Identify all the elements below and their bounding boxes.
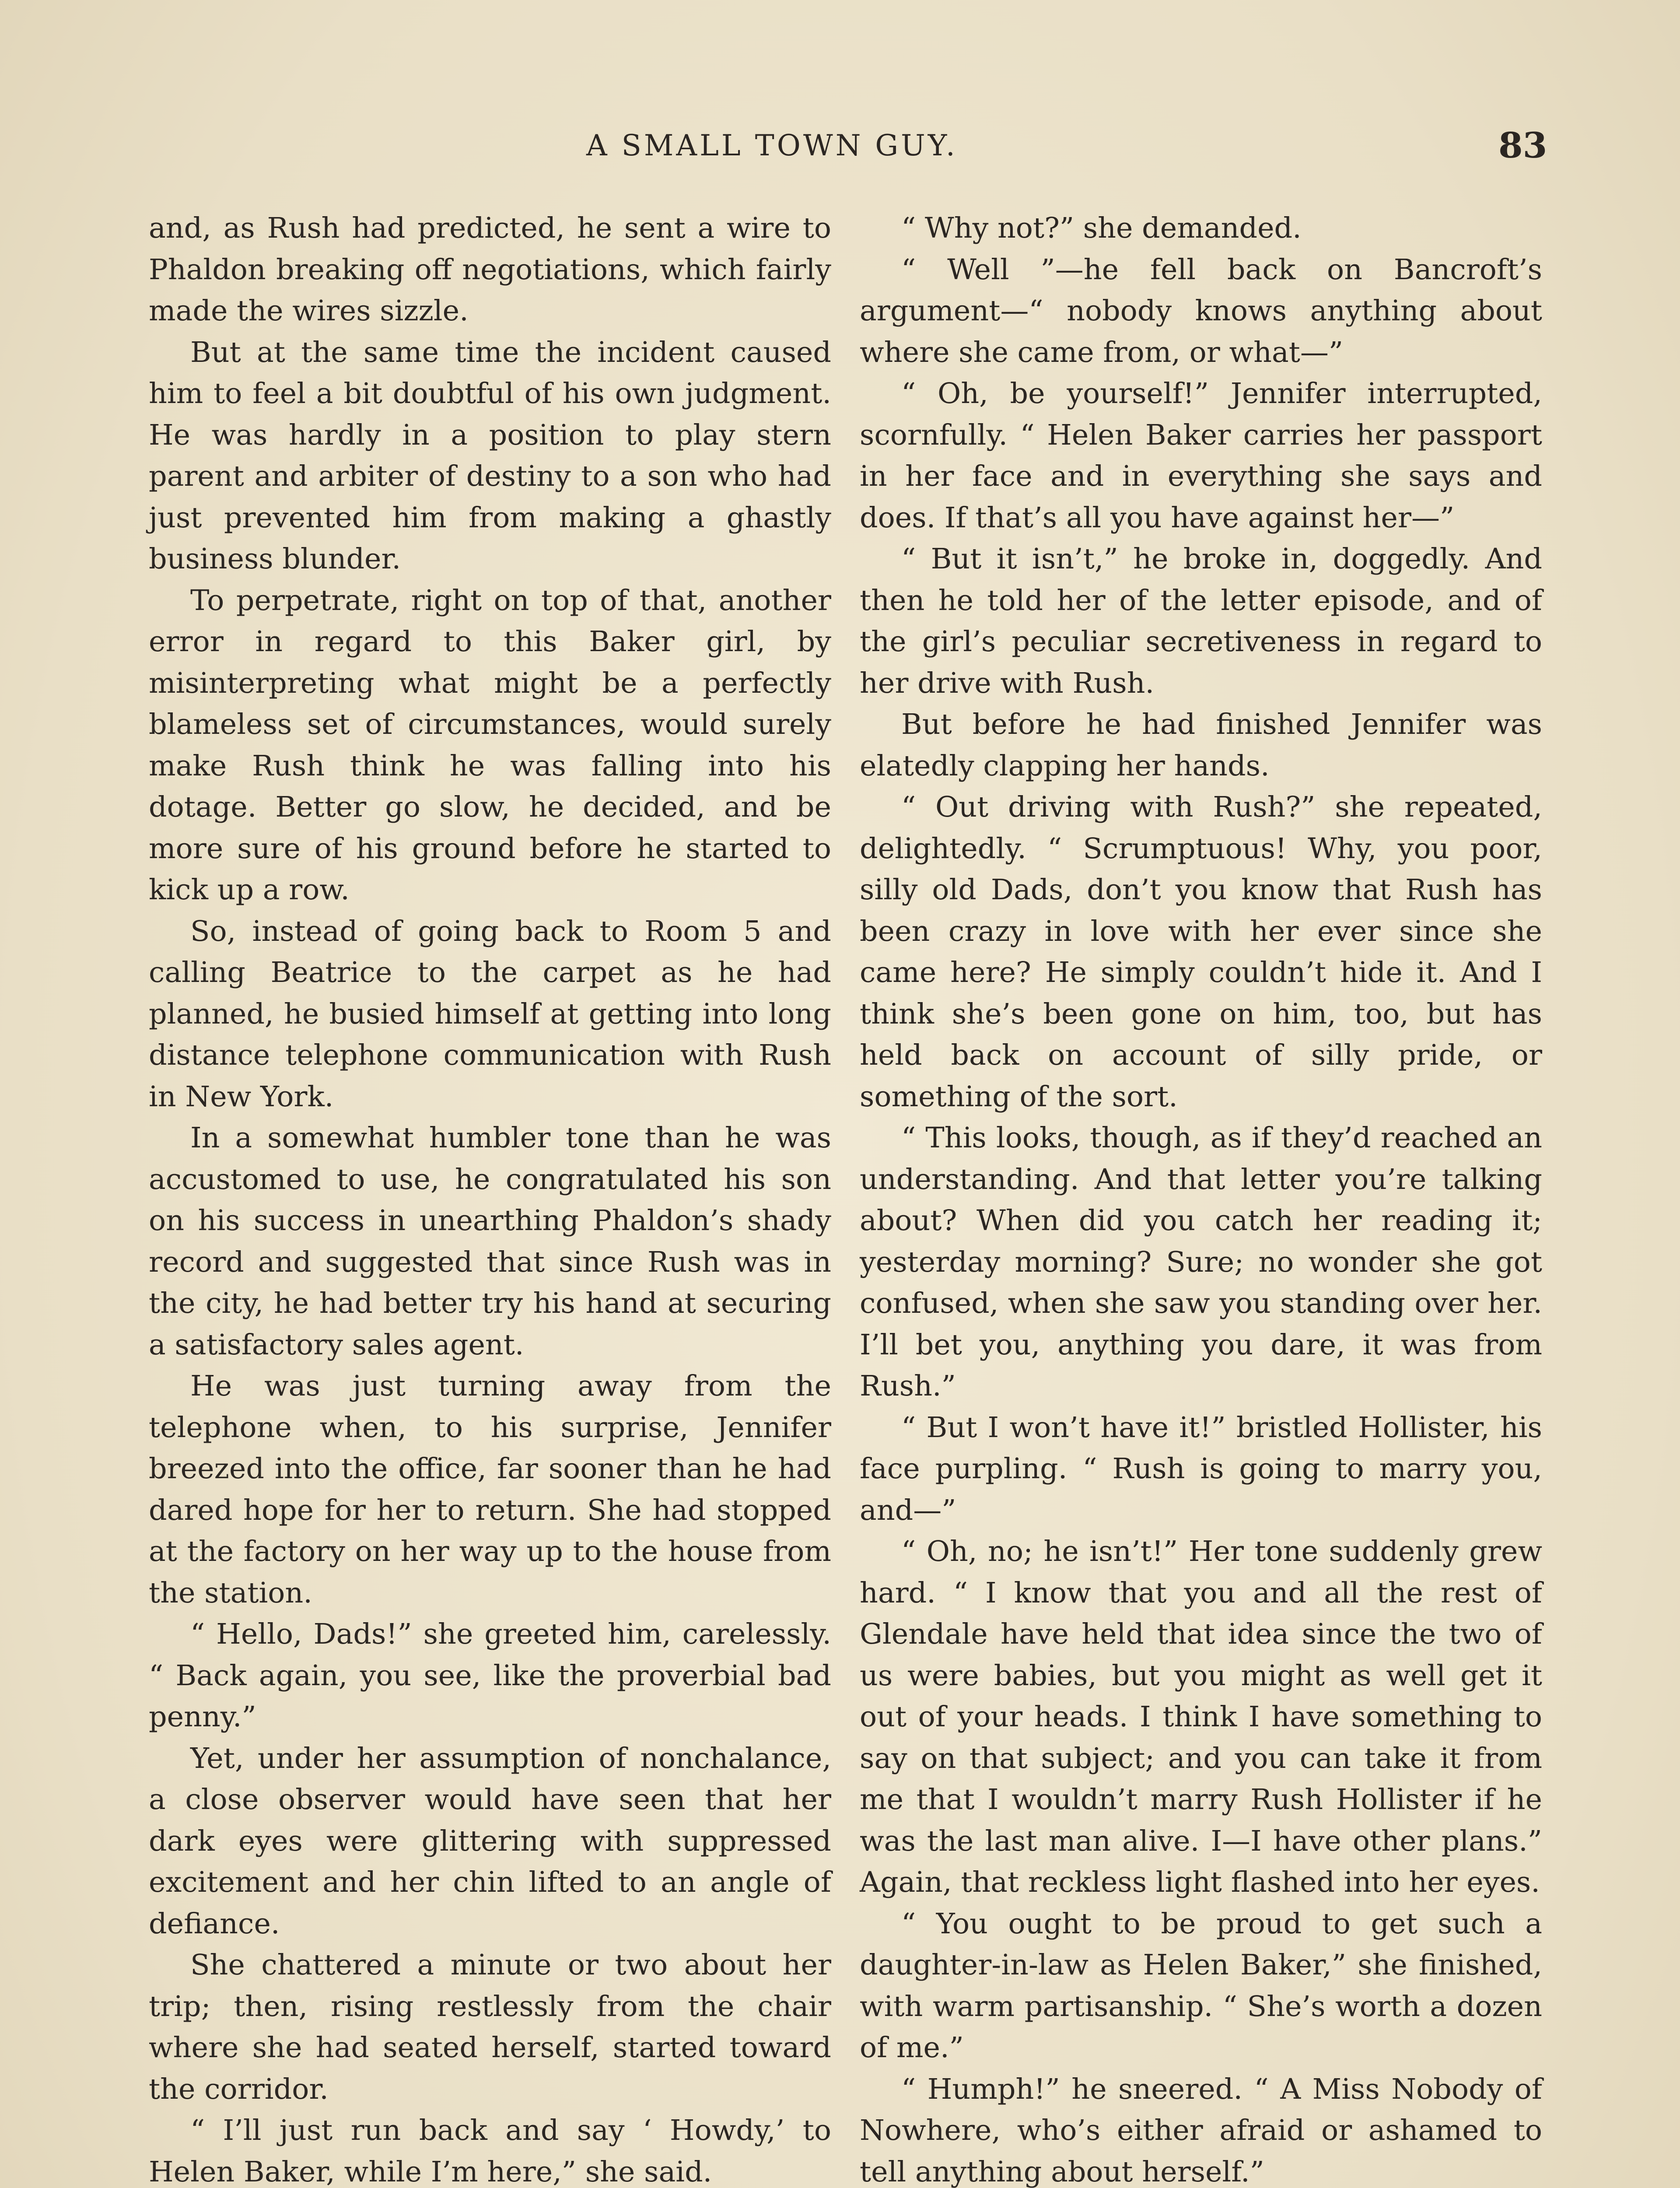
paragraph: “ But it isn’t,” he broke in, doggedly. And then he told her of the letter episode, and of the girl’s peculiar secretiveness in regard to her drive with Rush.	[860, 543, 1542, 700]
page-number: 83	[1498, 125, 1547, 166]
paragraph: “ Oh, no; he isn’t!” Her tone suddenly grew hard. “ I know that you and all the rest of Glendale have held that idea since the two of us were babies, but you might as well get it out of your heads. I think I have something to say on that subject; and you can take it from me that I wouldn’t marry Rush Hollister if he was the last man alive. I—I have other plans.” Again, that reckless light flashed into her eyes.	[860, 1535, 1542, 1899]
paragraph: So, instead of going back to Room 5 and calling Beatrice to the carpet as he had planned, he busied himself at getting into long distance telephone communication with Rush in New York.	[149, 915, 831, 1113]
paragraph: But at the same time the incident caused him to feel a bit doubtful of his own judgment. He was hardly in a position to play stern parent and arbiter of destiny to a son who had just prevented him from making a ghastly business blunder.	[149, 336, 831, 575]
paragraph: She chattered a minute or two about her trip; then, rising restlessly from the chair where she had seated herself, started toward the corridor.	[149, 1949, 831, 2106]
paragraph: “ Well ”—he fell back on Bancroft’s argument—“ nobody knows anything about where she came from, or what—”	[860, 253, 1542, 369]
paragraph: “ Out driving with Rush?” she repeated, delightedly. “ Scrumptuous! Why, you poor, silly old Dads, don’t you know that Rush has been crazy in love with her ever since she came here? He simply couldn’t hide it. And I think she’s been gone on him, too, but has held back on account of silly pride, or something of the sort.	[860, 791, 1542, 1113]
paragraph: He was just turning away from the telephone when, to his surprise, Jennifer breezed into the office, far sooner than he had dared hope for her to return. She had stopped at the factory on her way up to the house from the station.	[149, 1370, 831, 1609]
paragraph: “ I’ll just run back and say ‘ Howdy,’ to Helen Baker, while I’m here,” she said.	[149, 2114, 831, 2188]
paragraph: “ Humph!” he sneered. “ A Miss Nobody of Nowhere, who’s either afraid or ashamed to tell anything about herself.”	[860, 2072, 1542, 2188]
paragraph: “ You ought to be proud to get such a daughter-in-law as Helen Baker,” she finished, with warm partisanship. “ She’s worth a dozen of me.”	[860, 1907, 1542, 2064]
paragraph: But before he had finished Jennifer was elatedly clapping her hands.	[860, 708, 1542, 782]
paragraph: “ Why not?” she demanded.	[901, 212, 1302, 245]
left-column	[149, 208, 831, 2188]
running-head: A SMALL TOWN GUY.	[586, 129, 958, 162]
paragraph: and, as Rush had predicted, he sent a wire to Phaldon breaking off negotiations, which fairly made the wires sizzle.	[149, 212, 831, 327]
paragraph: “ Oh, be yourself!” Jennifer interrupted, scornfully. “ Helen Baker carries her passport in her face and in everything she says and does. If that’s all you have against her—”	[860, 377, 1542, 534]
paragraph: “ Hello, Dads!” she greeted him, carelessly. “ Back again, you see, like the proverbial bad penny.”	[149, 1618, 831, 1733]
paragraph: “ This looks, though, as if they’d reached an understanding. And that letter you’re talking about? When did you catch her reading it; yesterday morning? Sure; no wonder she got confused, when she saw you standing over her. I’ll bet you, anything you dare, it was from Rush.”	[860, 1122, 1542, 1403]
right-column	[860, 208, 1542, 2188]
paragraph: In a somewhat humbler tone than he was accustomed to use, he congratulated his son on his success in unearthing Phaldon’s shady record and suggested that since Rush was in the city, he had better try his hand at securing a satisfactory sales agent.	[149, 1122, 831, 1361]
paragraph: To perpetrate, right on top of that, another error in regard to this Baker girl, by misinterpreting what might be a perfectly blameless set of circumstances, would surely make Rush think he was falling into his dotage. Better go slow, he decided, and be more sure of his ground before he started to kick up a row.	[149, 584, 831, 906]
paragraph: Yet, under her assumption of nonchalance, a close observer would have seen that her dark eyes were glittering with suppressed excitement and her chin lifted to an angle of defiance.	[149, 1742, 831, 1940]
paragraph: “ But I won’t have it!” bristled Hollister, his face purpling. “ Rush is going to marry you, and—”	[860, 1411, 1542, 1527]
